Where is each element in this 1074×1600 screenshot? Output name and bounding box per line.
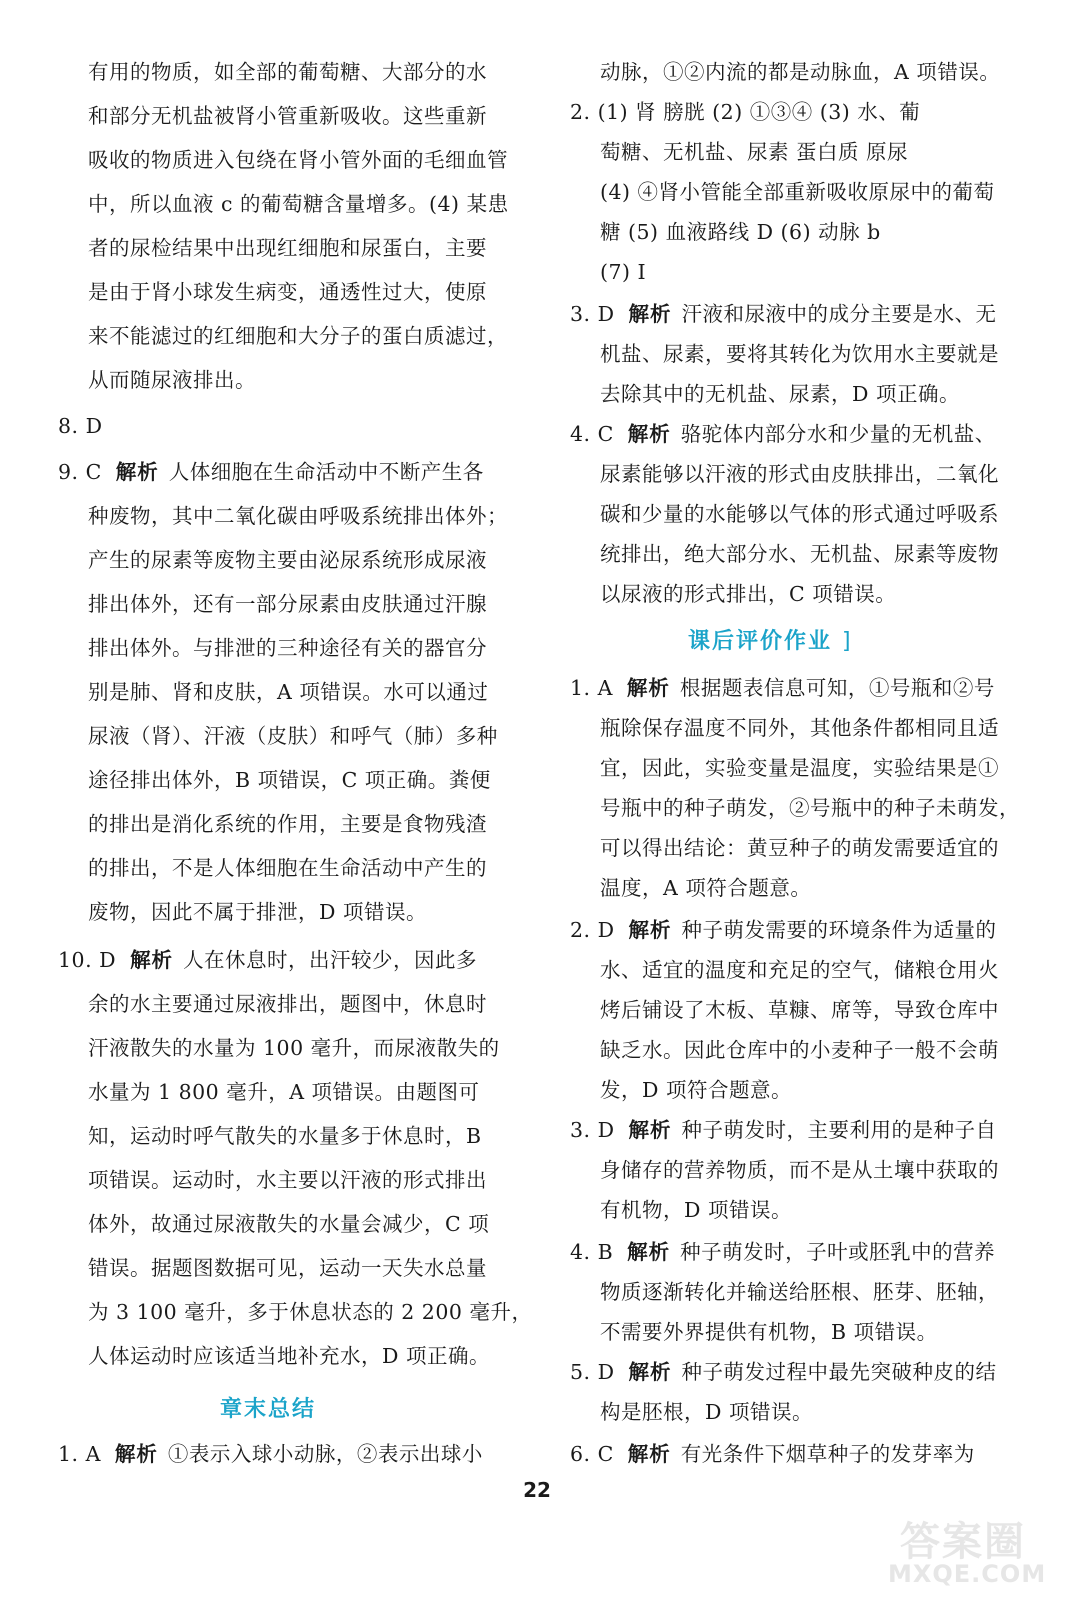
watermark-logo-text: 答案圈 <box>900 1519 1026 1565</box>
text-line: 尿素能够以汗液的形式由皮肤排出，二氧化 <box>600 462 999 486</box>
text-line: 不需要外界提供有机物，B 项错误。 <box>600 1320 938 1344</box>
answer-8: 8. D <box>58 414 103 438</box>
answer-number: 5. D <box>570 1360 615 1384</box>
answer-number: 1. A <box>570 676 613 700</box>
text-line: 体外，故通过尿液散失的水量会减少，C 项 <box>88 1212 490 1236</box>
answer-number: 1. A <box>58 1442 101 1466</box>
homework-answer-2-head <box>570 916 997 944</box>
homework-answer-4-head <box>570 1238 995 1266</box>
homework-answer-1-head <box>570 674 995 702</box>
answer-10-head <box>58 946 477 974</box>
answer-text: 骆驼体内部分水和少量的无机盐、 <box>680 422 996 446</box>
answer-text: 人体细胞在生命活动中不断产生各 <box>168 460 484 484</box>
analysis-label: 解析 <box>628 1118 672 1142</box>
text-line: 废物，因此不属于排泄，D 项错误。 <box>88 900 427 924</box>
text-line: 知，运动时呼气散失的水量多于休息时，B <box>88 1124 482 1148</box>
answer-number: 2. D <box>570 918 615 942</box>
watermark-url: MXQE.COM <box>888 1560 1047 1588</box>
summary-answer-1-head <box>58 1440 483 1468</box>
text-line: 瓶除保存温度不同外，其他条件都相同且适 <box>600 716 999 740</box>
answer-2-line: (4) ④肾小管能全部重新吸收原尿中的葡萄 <box>600 180 995 204</box>
answer-2-line: 萄糖、无机盐、尿素 蛋白质 原尿 <box>600 140 909 164</box>
answer-number: 10. D <box>58 948 117 972</box>
text-line: 余的水主要通过尿液排出，题图中，休息时 <box>88 992 487 1016</box>
text-line: 水量为 1 800 毫升，A 项错误。由题图可 <box>88 1080 480 1104</box>
text-line: 项错误。运动时，水主要以汗液的形式排出 <box>88 1168 487 1192</box>
text-line: 以尿液的形式排出，C 项错误。 <box>600 582 897 606</box>
analysis-label: 解析 <box>627 1240 671 1264</box>
text-line: 排出体外。与排泄的三种途径有关的器官分 <box>88 636 487 660</box>
text-line: 发，D 项符合题意。 <box>600 1078 792 1102</box>
text-line: 中，所以血液 c 的葡萄糖含量增多。(4) 某患 <box>88 192 509 216</box>
answer-2-line: 2. (1) 肾 膀胱 (2) ①③④ (3) 水、葡 <box>570 100 921 124</box>
text-line: 水、适宜的温度和充足的空气，储粮仓用火 <box>600 958 999 982</box>
text-line: 从而随尿液排出。 <box>88 368 256 392</box>
text-line: 烤后铺设了木板、草糠、席等，导致仓库中 <box>600 998 999 1022</box>
answer-number: 6. C <box>570 1442 614 1466</box>
section-title-text: 课后评价作业 <box>688 629 833 654</box>
analysis-label: 解析 <box>130 948 174 972</box>
text-line: 产生的尿素等废物主要由泌尿系统形成尿液 <box>88 548 487 572</box>
text-line: 别是肺、肾和皮肤，A 项错误。水可以通过 <box>88 680 489 704</box>
text-line: 碳和少量的水能够以气体的形式通过呼吸系 <box>600 502 999 526</box>
text-line: 号瓶中的种子萌发，②号瓶中的种子未萌发， <box>600 796 1020 820</box>
text-line: 缺乏水。因此仓库中的小麦种子一般不会萌 <box>600 1038 999 1062</box>
analysis-label: 解析 <box>628 918 672 942</box>
answer-text: 种子萌发时，主要利用的是种子自 <box>681 1118 997 1142</box>
analysis-label: 解析 <box>626 676 670 700</box>
text-line: 的排出，不是人体细胞在生命活动中产生的 <box>88 856 487 880</box>
text-line: 汗液散失的水量为 100 毫升，而尿液散失的 <box>88 1036 500 1060</box>
answer-number: 9. C <box>58 460 102 484</box>
answer-3-head <box>570 300 997 328</box>
text-line: 去除其中的无机盐、尿素，D 项正确。 <box>600 382 960 406</box>
answer-text: 种子萌发过程中最先突破种皮的结 <box>681 1360 997 1384</box>
text-line: 来不能滤过的红细胞和大分子的蛋白质滤过， <box>88 324 508 348</box>
page-number: 22 <box>523 1478 551 1502</box>
text-line: 排出体外，还有一部分尿素由皮肤通过汗腺 <box>88 592 487 616</box>
text-line: 温度，A 项符合题意。 <box>600 876 812 900</box>
analysis-label: 解析 <box>114 1442 158 1466</box>
text-line: 错误。据题图数据可见，运动一天失水总量 <box>88 1256 487 1280</box>
analysis-label: 解析 <box>627 422 671 446</box>
text-line: 有机物，D 项错误。 <box>600 1198 792 1222</box>
homework-answer-5-head <box>570 1358 997 1386</box>
text-line: 和部分无机盐被肾小管重新吸收。这些重新 <box>88 104 487 128</box>
answer-text: 根据题表信息可知，①号瓶和②号 <box>679 676 995 700</box>
answer-4-head <box>570 420 996 448</box>
text-line: 动脉，①②内流的都是动脉血，A 项错误。 <box>600 60 1001 84</box>
section-title: 章末总结 <box>220 1397 317 1422</box>
text-line: 人体运动时应该适当地补充水，D 项正确。 <box>88 1344 490 1368</box>
analysis-label: 解析 <box>627 1442 671 1466</box>
answer-number: 3. D <box>570 302 615 326</box>
homework-answer-3-head <box>570 1116 997 1144</box>
answer-text: ①表示入球小动脉，②表示出球小 <box>167 1442 483 1466</box>
text-line: 者的尿检结果中出现红细胞和尿蛋白，主要 <box>88 236 487 260</box>
text-line: 统排出，绝大部分水、无机盐、尿素等废物 <box>600 542 999 566</box>
text-line: 为 3 100 毫升，多于休息状态的 2 200 毫升， <box>88 1300 533 1324</box>
answer-text: 有光条件下烟草种子的发芽率为 <box>680 1442 975 1466</box>
analysis-label: 解析 <box>115 460 159 484</box>
section-title <box>688 624 853 655</box>
text-line: 身储存的营养物质，而不是从土壤中获取的 <box>600 1158 999 1182</box>
text-line: 宜，因此，实验变量是温度，实验结果是① <box>600 756 999 780</box>
text-line: 吸收的物质进入包绕在肾小管外面的毛细血管 <box>88 148 508 172</box>
answer-text: 种子萌发需要的环境条件为适量的 <box>681 918 997 942</box>
text-line: 机盐、尿素，要将其转化为饮用水主要就是 <box>600 342 999 366</box>
analysis-label: 解析 <box>628 302 672 326</box>
watermark <box>880 1510 1060 1590</box>
answer-2-line: 糖 (5) 血液路线 D (6) 动脉 b <box>600 220 881 244</box>
answer-number: 4. B <box>570 1240 614 1264</box>
answer-text: 种子萌发时，子叶或胚乳中的营养 <box>680 1240 996 1264</box>
text-line: 的排出是消化系统的作用，主要是食物残渣 <box>88 812 487 836</box>
text-line: 种废物，其中二氧化碳由呼吸系统排出体外； <box>88 504 508 528</box>
text-line: 物质逐渐转化并输送给胚根、胚芽、胚轴， <box>600 1280 999 1304</box>
text-line: 可以得出结论：黄豆种子的萌发需要适宜的 <box>600 836 999 860</box>
text-line: 构是胚根，D 项错误。 <box>600 1400 813 1424</box>
text-line: 有用的物质，如全部的葡萄糖、大部分的水 <box>88 60 487 84</box>
text-line: 是由于肾小球发生病变，通透性过大，使原 <box>88 280 487 304</box>
text-line: 途径排出体外，B 项错误，C 项正确。粪便 <box>88 768 491 792</box>
answer-number: 4. C <box>570 422 614 446</box>
text-line: 尿液（肾）、汗液（皮肤）和呼气（肺）多种 <box>88 724 498 748</box>
answer-9-head <box>58 458 484 486</box>
section-title-bracket: ] <box>842 629 853 654</box>
answer-number: 3. D <box>570 1118 615 1142</box>
answer-2-line: (7) Ⅰ <box>600 260 647 284</box>
homework-answer-6-head <box>570 1440 975 1468</box>
analysis-label: 解析 <box>628 1360 672 1384</box>
answer-text: 人在休息时，出汗较少，因此多 <box>183 948 478 972</box>
answer-text: 汗液和尿液中的成分主要是水、无 <box>681 302 997 326</box>
